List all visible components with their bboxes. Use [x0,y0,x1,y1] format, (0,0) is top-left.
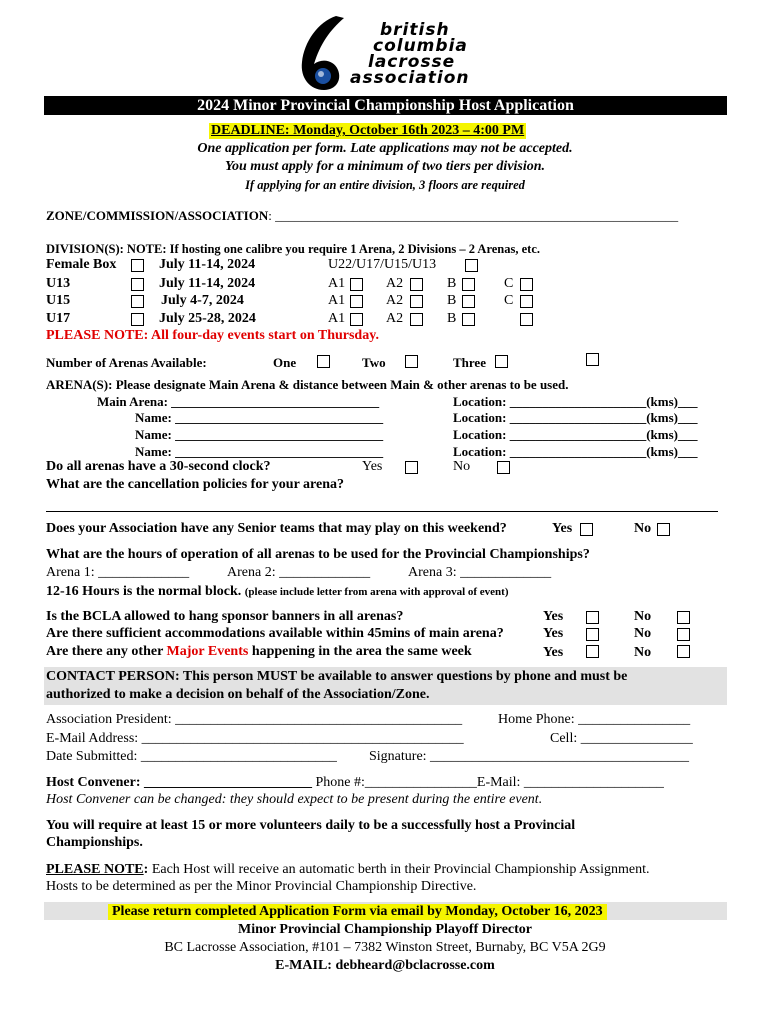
u17-a2-checkbox[interactable] [410,313,423,326]
volunteers-line1: You will require at least 15 or more volunteers daily to be a successfully host a Provincial [46,818,576,833]
u13-a2-checkbox[interactable] [410,278,423,291]
arenas-two-label: Two [362,355,386,370]
arena-name-blank: ________________________________ [175,427,384,442]
u17-c-checkbox[interactable] [520,313,533,326]
location-label: Location: [453,394,510,409]
arena-heading: ARENA(S): Please designate Main Arena & distance between Main & other arenas to be used. [46,377,569,392]
berth-note-colon: : [143,862,149,877]
senior-no-label: No [634,521,652,536]
u13-checkbox[interactable] [131,278,144,291]
tier-a1-label: A1 [328,276,346,291]
banner-question: Is the BCLA allowed to hang sponsor banners in all arenas? [46,609,404,624]
u15-b-checkbox[interactable] [462,295,475,308]
u17-checkbox[interactable] [131,313,144,326]
tier-b-label: B [447,311,457,326]
president-field[interactable]: Association President: _________________________________________ [46,712,463,727]
accommodation-yes-label: Yes [543,626,564,641]
arena2-hours-field[interactable]: Arena 2: _____________ [227,565,371,580]
senior-no-checkbox[interactable] [657,523,670,536]
female-tiers: U22/U17/U15/U13 [328,257,437,272]
logo-line-4: association [350,68,470,88]
senior-question: Does your Association have any Senior teams that may play on this weekend? [46,521,507,536]
arena-name-field-1[interactable] [135,410,383,426]
u15-checkbox[interactable] [131,295,144,308]
host-convener-field[interactable] [46,775,664,791]
tier-a1-label: A1 [328,311,346,326]
arenas-more-checkbox[interactable] [586,353,599,366]
location-blank: _____________________(kms)___ [509,410,698,425]
main-arena-blank: ________________________________ [171,394,380,409]
accommodation-question: Are there sufficient accommodations available within 45mins of main arena? [46,626,504,641]
tier-c-label: C [504,276,514,291]
accommodation-no-checkbox[interactable] [677,628,690,641]
arena3-hours-field[interactable]: Arena 3: _____________ [408,565,552,580]
arena-name-field-3[interactable] [135,444,383,460]
zone-label: ZONE/COMMISSION/ASSOCIATION [46,208,269,223]
division-date: July 25-28, 2024 [159,311,256,326]
u13-b-checkbox[interactable] [462,278,475,291]
division-name: U13 [46,276,71,291]
accommodation-yes-checkbox[interactable] [586,628,599,641]
berth-note-text: Each Host will receive an automatic berth in their Provincial Championship Assignment. [148,862,650,877]
lacrosse-stick-icon [292,14,352,92]
tier-b-label: B [447,276,457,291]
location-field-4[interactable] [453,444,697,460]
tier-c-label: C [504,293,514,308]
zone-blank: : ______________________________________________________________ [268,208,679,223]
location-blank: _____________________(kms)___ [509,394,698,409]
location-label: Location: [453,444,510,459]
convener-note: Host Convener can be changed: they should expect to be present during the entire event. [46,792,543,807]
clock-question: Do all arenas have a 30-second clock? [46,459,271,474]
location-field-2[interactable] [453,410,697,426]
location-field-3[interactable] [453,427,697,443]
arena-name-label: Name: [135,427,176,442]
berth-note [46,862,649,878]
arenas-one-checkbox[interactable] [317,355,330,368]
banner-yes-checkbox[interactable] [586,611,599,624]
logo-line-2: columbia [373,36,468,56]
normal-block-note [46,582,509,600]
volunteers-line2: Championships. [46,835,143,850]
female-box-checkbox[interactable] [131,259,144,272]
main-arena-field[interactable] [97,394,379,410]
convener-blank: ________________________ [144,775,312,790]
arenas-available-label: Number of Arenas Available: [46,355,207,370]
entire-division-note: If applying for an entire division, 3 floors are required [245,178,525,192]
division-name: U15 [46,293,71,308]
arena1-hours-field[interactable]: Arena 1: _____________ [46,565,190,580]
female-tiers-checkbox[interactable] [465,259,478,272]
banner-yes-label: Yes [543,609,564,624]
footer-director: Minor Provincial Championship Playoff Director [238,922,532,937]
location-label: Location: [453,427,510,442]
convener-phone-email: Phone #:________________E-Mail: ____________________ [312,775,664,790]
major-events-yes-checkbox[interactable] [586,645,599,658]
berth-note-line2: Hosts to be determined as per the Minor Provincial Championship Directive. [46,879,477,894]
tier-a1-label: A1 [328,293,346,308]
clock-no-checkbox[interactable] [497,461,510,474]
four-day-note: PLEASE NOTE: All four-day events start on Thursday. [46,328,379,343]
major-events-post: happening in the area the same week [248,644,472,659]
major-events-pre: Are there any other [46,644,167,659]
location-field-1[interactable] [453,394,697,410]
arena-name-blank: ________________________________ [175,410,384,425]
tier-a2-label: A2 [386,293,404,308]
arenas-three-checkbox[interactable] [495,355,508,368]
clock-no-label: No [453,459,471,474]
deadline-text: DEADLINE: Monday, October 16th 2023 – 4:00 PM [211,123,525,138]
division-name: Female Box [46,257,117,272]
arenas-two-checkbox[interactable] [405,355,418,368]
major-events-no-label: No [634,645,652,660]
major-events-red: Major Events [166,644,249,659]
logo-line-1: british [380,20,450,40]
logo-line-3: lacrosse [368,52,456,72]
u15-a2-checkbox[interactable] [410,295,423,308]
cell-field[interactable]: Cell: ________________ [550,731,693,746]
arena-name-blank: ________________________________ [175,444,384,459]
convener-label: Host Convener: [46,775,144,790]
hours-question: What are the hours of operation of all arenas to be used for the Provincial Championships? [46,547,590,562]
contact-heading-line1: CONTACT PERSON: This person MUST be available to answer questions by phone and must be [46,669,628,684]
cancellation-answer-line[interactable] [46,511,718,512]
major-events-no-checkbox[interactable] [677,645,690,658]
clock-yes-label: Yes [362,459,383,474]
signature-field[interactable]: Signature: _____________________________________ [369,749,690,764]
clock-yes-checkbox[interactable] [405,461,418,474]
senior-yes-checkbox[interactable] [580,523,593,536]
return-instruction: Please return completed Application Form via email by Monday, October 16, 2023 [108,904,607,920]
major-events-question [46,644,472,660]
bcla-logo [292,14,482,94]
division-date: July 4-7, 2024 [161,293,244,308]
u17-a1-checkbox[interactable] [350,313,363,326]
arena-name-field-2[interactable] [135,427,383,443]
contact-heading-line2: authorized to make a decision on behalf of the Association/Zone. [46,687,430,702]
division-date: July 11-14, 2024 [159,257,256,272]
banner-no-label: No [634,609,652,624]
u15-c-checkbox[interactable] [520,295,533,308]
division-name: U17 [46,311,71,326]
division-date: July 11-14, 2024 [159,276,256,291]
main-arena-label: Main Arena: [97,394,172,409]
senior-yes-label: Yes [552,521,573,536]
u13-c-checkbox[interactable] [520,278,533,291]
tier-a2-label: A2 [386,311,404,326]
u13-a1-checkbox[interactable] [350,278,363,291]
one-application-note: One application per form. Late applications may not be accepted. [197,141,573,156]
location-blank: _____________________(kms)___ [509,427,698,442]
normal-block-bold: 12-16 Hours is the normal block. [46,584,245,599]
two-tiers-note: You must apply for a minimum of two tiers per division. [224,159,546,174]
accommodation-no-label: No [634,626,652,641]
zone-field[interactable] [46,208,678,224]
u15-a1-checkbox[interactable] [350,295,363,308]
arena-name-label: Name: [135,410,176,425]
arenas-three-label: Three [453,355,486,370]
home-phone-field[interactable]: Home Phone: ________________ [498,712,691,727]
berth-note-label: PLEASE NOTE [46,862,144,877]
footer-address: BC Lacrosse Association, #101 – 7382 Winston Street, Burnaby, BC V5A 2G9 [164,940,606,955]
tier-a2-label: A2 [386,276,404,291]
banner-no-checkbox[interactable] [677,611,690,624]
arenas-one-label: One [273,355,297,370]
page-title: 2024 Minor Provincial Championship Host Application [197,97,574,114]
division-note: DIVISION(S): NOTE: If hosting one calibre you require 1 Arena, 2 Divisions – 2 Arenas, etc. [46,242,541,256]
footer-email[interactable]: E-MAIL: debheard@bclacrosse.com [275,958,495,973]
normal-block-small: (please include letter from arena with approval of event) [244,586,509,598]
date-submitted-field[interactable]: Date Submitted: ____________________________ [46,749,337,764]
email-address-field[interactable]: E-Mail Address: ______________________________________________ [46,731,464,746]
tier-b-label: B [447,293,457,308]
location-blank: _____________________(kms)___ [509,444,698,459]
arena-name-label: Name: [135,444,176,459]
cancellation-question: What are the cancellation policies for your arena? [46,477,344,492]
location-label: Location: [453,410,510,425]
u17-b-checkbox[interactable] [462,313,475,326]
major-events-yes-label: Yes [543,645,564,660]
